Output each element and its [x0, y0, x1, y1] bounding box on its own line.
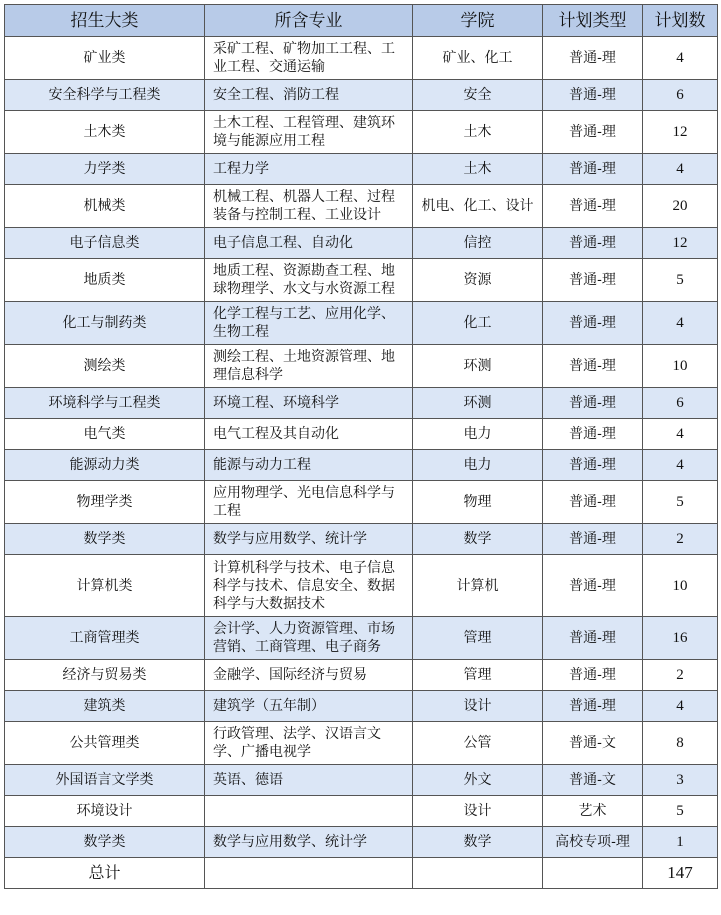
cell-plan-type: 普通-理: [543, 481, 643, 524]
cell-majors: 应用物理学、光电信息科学与工程: [205, 481, 413, 524]
cell-category: 能源动力类: [5, 450, 205, 481]
cell-plan-type: 普通-理: [543, 450, 643, 481]
cell-plan-type: 普通-理: [543, 302, 643, 345]
cell-plan-type: 普通-理: [543, 691, 643, 722]
cell-college: 矿业、化工: [413, 37, 543, 80]
cell-count: 2: [643, 660, 718, 691]
cell-count: 8: [643, 722, 718, 765]
cell-count: 5: [643, 796, 718, 827]
cell-majors: 电子信息工程、自动化: [205, 228, 413, 259]
cell-plan-type: 普通-文: [543, 765, 643, 796]
cell-count: 6: [643, 388, 718, 419]
cell-college: 物理: [413, 481, 543, 524]
cell-college: 管理: [413, 617, 543, 660]
cell-plan-type: 普通-理: [543, 617, 643, 660]
cell-count: 20: [643, 185, 718, 228]
cell-count: 4: [643, 37, 718, 80]
cell-count: 12: [643, 111, 718, 154]
table-row: [5, 660, 718, 691]
cell-majors: 数学与应用数学、统计学: [205, 827, 413, 858]
cell-category: 电气类: [5, 419, 205, 450]
cell-majors: [205, 796, 413, 827]
header-plan-type: 计划类型: [543, 5, 643, 37]
cell-count: 4: [643, 419, 718, 450]
cell-plan-type: 普通-理: [543, 259, 643, 302]
cell-college: 土木: [413, 154, 543, 185]
cell-majors: 电气工程及其自动化: [205, 419, 413, 450]
cell-count: 4: [643, 154, 718, 185]
cell-majors: 行政管理、法学、汉语言文学、广播电视学: [205, 722, 413, 765]
cell-count: 10: [643, 345, 718, 388]
cell-category: 化工与制药类: [5, 302, 205, 345]
table-header-row: [5, 5, 718, 37]
cell-count: 2: [643, 524, 718, 555]
cell-college: 电力: [413, 450, 543, 481]
cell-college: 数学: [413, 827, 543, 858]
cell-plan-type: 普通-理: [543, 185, 643, 228]
total-empty-college: [413, 858, 543, 889]
cell-category: 经济与贸易类: [5, 660, 205, 691]
cell-college: 数学: [413, 524, 543, 555]
cell-category: 地质类: [5, 259, 205, 302]
cell-majors: 能源与动力工程: [205, 450, 413, 481]
cell-college: 安全: [413, 80, 543, 111]
cell-category: 环境设计: [5, 796, 205, 827]
cell-category: 土木类: [5, 111, 205, 154]
total-label: 总计: [5, 858, 205, 889]
cell-plan-type: 高校专项-理: [543, 827, 643, 858]
table-row: [5, 765, 718, 796]
cell-count: 4: [643, 450, 718, 481]
cell-category: 机械类: [5, 185, 205, 228]
table-row: [5, 419, 718, 450]
total-count: 147: [643, 858, 718, 889]
cell-majors: 土木工程、工程管理、建筑环境与能源应用工程: [205, 111, 413, 154]
cell-category: 计算机类: [5, 555, 205, 617]
cell-college: 信控: [413, 228, 543, 259]
cell-category: 安全科学与工程类: [5, 80, 205, 111]
cell-college: 环测: [413, 388, 543, 419]
cell-count: 16: [643, 617, 718, 660]
cell-plan-type: 普通-理: [543, 37, 643, 80]
table-row: [5, 388, 718, 419]
cell-category: 环境科学与工程类: [5, 388, 205, 419]
cell-majors: 机械工程、机器人工程、过程装备与控制工程、工业设计: [205, 185, 413, 228]
cell-plan-type: 普通-理: [543, 660, 643, 691]
cell-count: 12: [643, 228, 718, 259]
cell-majors: 环境工程、环境科学: [205, 388, 413, 419]
cell-majors: 数学与应用数学、统计学: [205, 524, 413, 555]
total-empty-majors: [205, 858, 413, 889]
cell-plan-type: 普通-理: [543, 228, 643, 259]
table-row: [5, 617, 718, 660]
table-row: [5, 450, 718, 481]
table-row: [5, 154, 718, 185]
header-college: 学院: [413, 5, 543, 37]
header-count: 计划数: [643, 5, 718, 37]
cell-category: 公共管理类: [5, 722, 205, 765]
table-row: [5, 691, 718, 722]
cell-count: 4: [643, 691, 718, 722]
cell-college: 管理: [413, 660, 543, 691]
cell-college: 资源: [413, 259, 543, 302]
cell-majors: 采矿工程、矿物加工工程、工业工程、交通运输: [205, 37, 413, 80]
cell-plan-type: 艺术: [543, 796, 643, 827]
cell-plan-type: 普通-理: [543, 345, 643, 388]
table-row: [5, 796, 718, 827]
cell-category: 力学类: [5, 154, 205, 185]
cell-college: 电力: [413, 419, 543, 450]
cell-category: 物理学类: [5, 481, 205, 524]
cell-plan-type: 普通-理: [543, 80, 643, 111]
cell-count: 4: [643, 302, 718, 345]
cell-category: 工商管理类: [5, 617, 205, 660]
cell-count: 6: [643, 80, 718, 111]
cell-majors: 金融学、国际经济与贸易: [205, 660, 413, 691]
cell-category: 外国语言文学类: [5, 765, 205, 796]
table-row: [5, 481, 718, 524]
cell-college: 环测: [413, 345, 543, 388]
cell-majors: 英语、德语: [205, 765, 413, 796]
cell-majors: 化学工程与工艺、应用化学、生物工程: [205, 302, 413, 345]
cell-college: 外文: [413, 765, 543, 796]
cell-college: 土木: [413, 111, 543, 154]
cell-count: 5: [643, 259, 718, 302]
table-row: [5, 345, 718, 388]
cell-majors: 会计学、人力资源管理、市场营销、工商管理、电子商务: [205, 617, 413, 660]
cell-college: 化工: [413, 302, 543, 345]
table-row: [5, 111, 718, 154]
cell-majors: 工程力学: [205, 154, 413, 185]
table-row: [5, 37, 718, 80]
cell-college: 机电、化工、设计: [413, 185, 543, 228]
table-row: [5, 185, 718, 228]
table-body: [5, 37, 718, 889]
admission-plan-table: [4, 4, 718, 889]
table-row: [5, 722, 718, 765]
cell-majors: 地质工程、资源勘查工程、地球物理学、水文与水资源工程: [205, 259, 413, 302]
cell-majors: 计算机科学与技术、电子信息科学与技术、信息安全、数据科学与大数据技术: [205, 555, 413, 617]
cell-plan-type: 普通-理: [543, 111, 643, 154]
cell-count: 10: [643, 555, 718, 617]
cell-count: 1: [643, 827, 718, 858]
total-empty-plan-type: [543, 858, 643, 889]
cell-count: 5: [643, 481, 718, 524]
table-row: [5, 80, 718, 111]
cell-plan-type: 普通-理: [543, 524, 643, 555]
admission-plan-table-wrapper: [4, 4, 717, 889]
header-majors: 所含专业: [205, 5, 413, 37]
cell-college: 设计: [413, 796, 543, 827]
cell-plan-type: 普通-文: [543, 722, 643, 765]
table-row: [5, 524, 718, 555]
total-row: [5, 858, 718, 889]
table-row: [5, 827, 718, 858]
cell-majors: 建筑学（五年制）: [205, 691, 413, 722]
cell-category: 建筑类: [5, 691, 205, 722]
cell-plan-type: 普通-理: [543, 154, 643, 185]
cell-majors: 测绘工程、土地资源管理、地理信息科学: [205, 345, 413, 388]
table-row: [5, 302, 718, 345]
cell-category: 数学类: [5, 827, 205, 858]
cell-category: 矿业类: [5, 37, 205, 80]
table-row: [5, 555, 718, 617]
cell-plan-type: 普通-理: [543, 388, 643, 419]
cell-college: 公管: [413, 722, 543, 765]
cell-majors: 安全工程、消防工程: [205, 80, 413, 111]
cell-category: 电子信息类: [5, 228, 205, 259]
cell-count: 3: [643, 765, 718, 796]
cell-college: 计算机: [413, 555, 543, 617]
cell-plan-type: 普通-理: [543, 419, 643, 450]
cell-category: 测绘类: [5, 345, 205, 388]
table-row: [5, 228, 718, 259]
cell-college: 设计: [413, 691, 543, 722]
header-category: 招生大类: [5, 5, 205, 37]
cell-plan-type: 普通-理: [543, 555, 643, 617]
table-row: [5, 259, 718, 302]
cell-category: 数学类: [5, 524, 205, 555]
